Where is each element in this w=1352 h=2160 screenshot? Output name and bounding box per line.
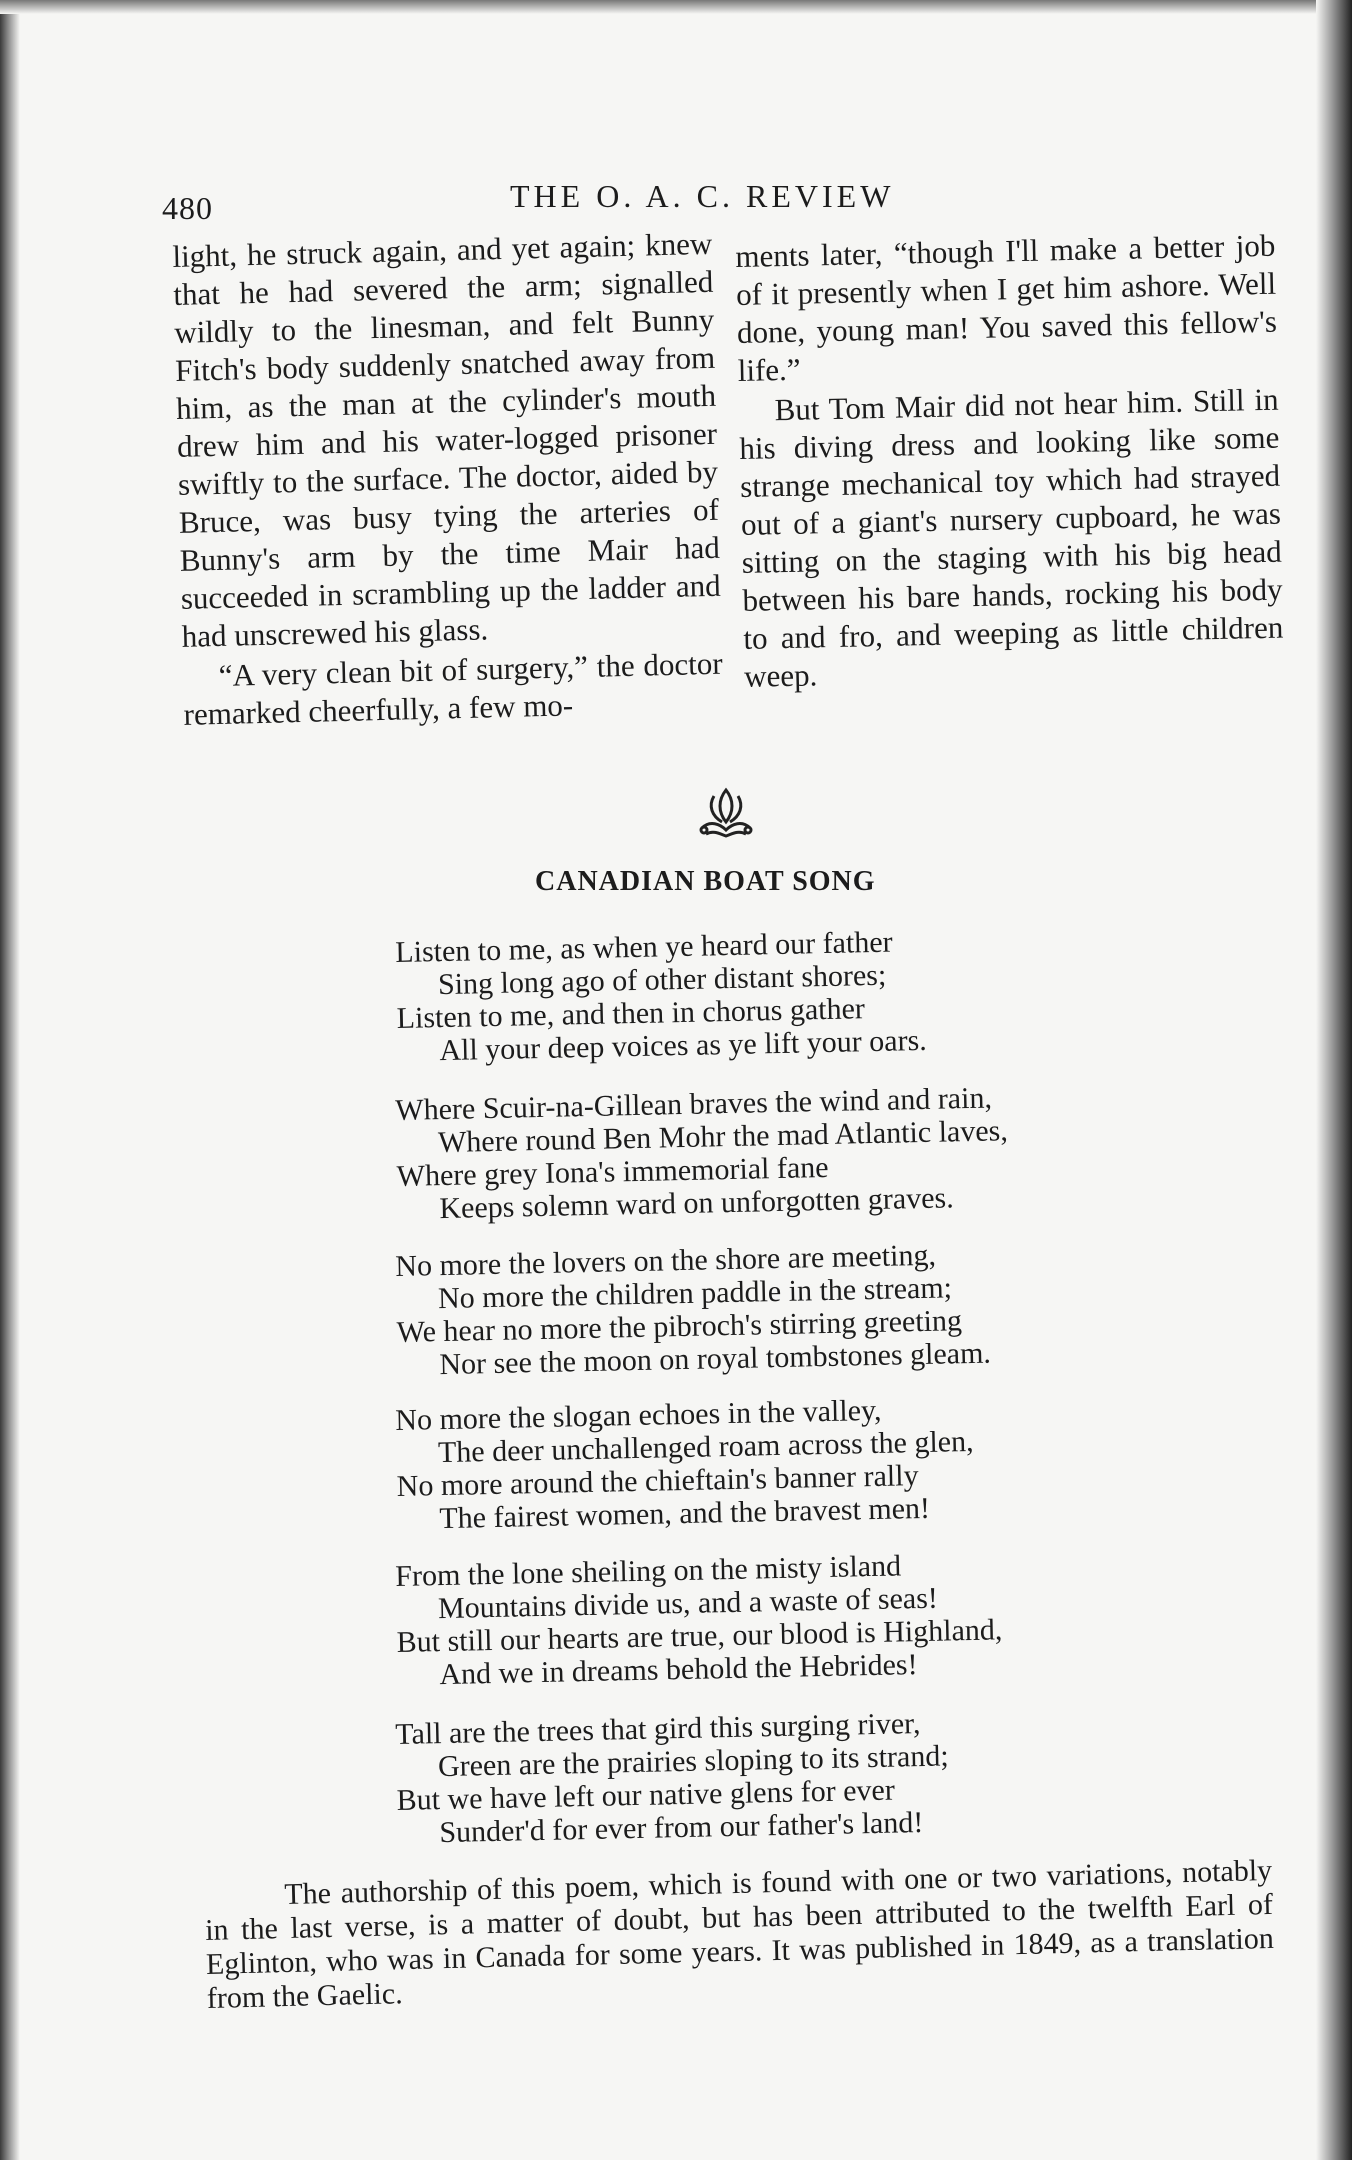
poem-line: Where Scuir-na-Gillean braves the wind and rain, xyxy=(395,1081,993,1127)
page-edge xyxy=(1316,0,1352,2160)
poem-line: Mountains divide us, and a waste of seas! xyxy=(437,1581,939,1626)
story-left-column xyxy=(172,225,724,734)
poem-line: From the lone sheiling on the misty island xyxy=(395,1549,902,1593)
poem-stanza xyxy=(395,1392,975,1536)
poem-line: No more around the chieftain's banner rally xyxy=(396,1459,919,1503)
poem-line: Listen to me, and then in chorus gather xyxy=(396,992,866,1035)
story-paragraph: “A very clean bit of surgery,” the doctor remarked cheerfully, a few mo- xyxy=(183,645,723,732)
poem-line: The fairest women, and the bravest men! xyxy=(439,1491,931,1536)
poem-line: No more the children paddle in the stream; xyxy=(437,1271,953,1316)
poem-line: And we in dreams behold the Hebrides! xyxy=(439,1648,918,1692)
poem-line: The deer unchallenged roam across the glen, xyxy=(437,1424,974,1470)
poem-stanza xyxy=(395,1238,991,1382)
story-paragraph: But Tom Mair did not hear him. Still in his diving dress and looking like some strange mechanical toy which had strayed out of a giant's nursery cupboard, he was sitting on the staging with his big head between his bare hands, rocking his body to and fro, and weeping as little children weep. xyxy=(739,381,1284,694)
note-paragraph: The authorship of this poem, which is found with one or two variations, notably in the last verse, is a matter of doubt, but has been attributed to the twelfth Earl of Eglinton, who was in Canada for some years. It was published in 1849, as a translation from the Gaelic. xyxy=(204,1853,1275,2015)
poem-stanza xyxy=(395,1547,1003,1692)
page-top-shadow xyxy=(0,0,1338,14)
story-paragraph: light, he struck again, and yet again; knew that he had severed the arm; signalled wildly to the linesman, and felt Bunny Fitch's body suddenly snatched away from him, as the man at the cylinder's mouth drew him and his water-logged prisoner swiftly to the surface. The doctor, aided by Bruce, was busy tying the arteries of Bunny's arm by the time Mair had succeeded in scrambling up the ladder and had unscrewed his glass. xyxy=(172,225,722,654)
poem-stanza xyxy=(395,925,927,1068)
story-right-column xyxy=(735,227,1284,696)
poem-line: No more the lovers on the shore are meeting, xyxy=(395,1238,937,1283)
page-number: 480 xyxy=(162,190,213,226)
poem-line: Where round Ben Mohr the mad Atlantic laves, xyxy=(437,1114,1009,1160)
fleuron-icon xyxy=(696,784,756,840)
poem-line: But we have left our native glens for ever xyxy=(396,1773,896,1817)
poem-line: Keeps solemn ward on unforgotten graves. xyxy=(439,1181,954,1226)
running-head: THE O. A. C. REVIEW xyxy=(510,178,895,214)
authorship-note xyxy=(204,1854,1275,2016)
poem-stanza xyxy=(395,1081,1009,1226)
poem-line: Green are the prairies sloping to its strand; xyxy=(437,1739,949,1784)
poem-stanza xyxy=(395,1706,950,1850)
poem-title: CANADIAN BOAT SONG xyxy=(535,866,876,897)
poem-line: All your deep voices as ye lift your oars. xyxy=(439,1023,928,1068)
poem-line: We hear no more the pibroch's stirring greeting xyxy=(396,1304,963,1349)
poem-line: But still our hearts are true, our blood is Highland, xyxy=(396,1613,1003,1659)
poem-line: Listen to me, as when ye heard our father xyxy=(395,925,893,969)
poem-line: Sing long ago of other distant shores; xyxy=(437,958,887,1002)
poem-line: Where grey Iona's immemorial fane xyxy=(396,1150,829,1193)
story-paragraph: ments later, “though I'll make a better job of it presently when I get him ashore. Well done, young man! You saved this fellow's life.” xyxy=(735,227,1278,388)
page-gutter-shadow xyxy=(0,0,20,2160)
poem-line: Nor see the moon on royal tombstones gleam. xyxy=(439,1336,992,1382)
poem-line: No more the slogan echoes in the valley, xyxy=(395,1393,882,1437)
poem-line: Sunder'd for ever from our father's land! xyxy=(439,1805,924,1850)
poem-line: Tall are the trees that gird this surging river, xyxy=(395,1707,921,1751)
